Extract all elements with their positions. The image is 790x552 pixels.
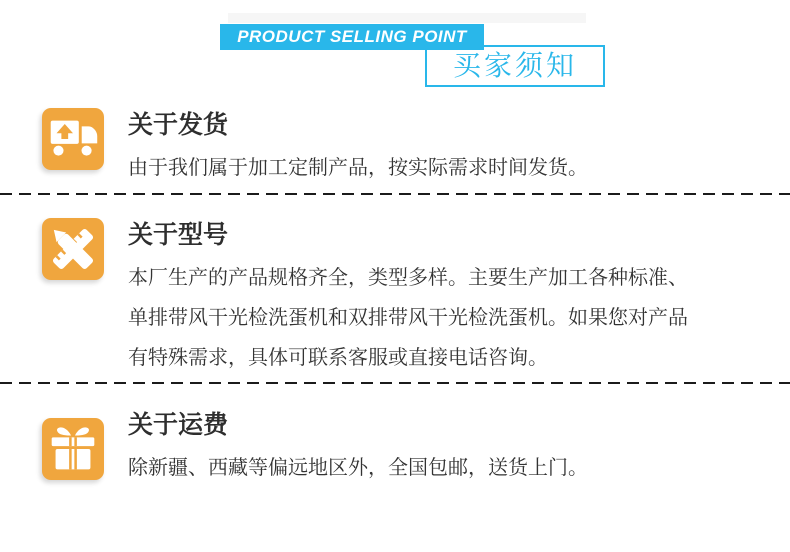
body-line: 除新疆、西藏等偏远地区外，全国包邮，送货上门。 xyxy=(128,457,588,479)
section-shipping-text xyxy=(128,106,738,188)
gift-box-icon xyxy=(42,418,104,480)
section-shipping-body xyxy=(128,148,738,188)
banner-title: PRODUCT SELLING POINT xyxy=(220,24,484,50)
buyer-notice-label: 买家须知 xyxy=(452,50,577,81)
dashed-divider xyxy=(0,193,790,195)
pencil-ruler-icon xyxy=(42,218,104,280)
section-freight-body xyxy=(128,448,738,488)
body-line: 有特殊需求，具体可联系客服或直接电话咨询。 xyxy=(128,347,548,369)
body-line: 单排带风干光检洗蛋机和双排带风干光检洗蛋机。如果您对产品 xyxy=(128,307,688,329)
section-freight-text xyxy=(128,406,738,488)
section-model-body xyxy=(128,258,738,378)
section-freight xyxy=(42,406,738,488)
body-line: 由于我们属于加工定制产品，按实际需求时间发货。 xyxy=(128,157,588,179)
section-model xyxy=(42,216,738,378)
section-model-text xyxy=(128,216,738,378)
buyer-notice-box xyxy=(425,45,605,87)
section-shipping-title: 关于发货 xyxy=(128,111,229,139)
dashed-divider xyxy=(0,382,790,384)
section-shipping xyxy=(42,106,738,188)
header-shadow-bar xyxy=(228,13,586,23)
body-line: 本厂生产的产品规格齐全，类型多样。主要生产加工各种标准、 xyxy=(128,267,688,289)
section-freight-title: 关于运费 xyxy=(128,411,229,439)
section-model-title: 关于型号 xyxy=(128,221,229,249)
delivery-truck-icon xyxy=(42,108,104,170)
